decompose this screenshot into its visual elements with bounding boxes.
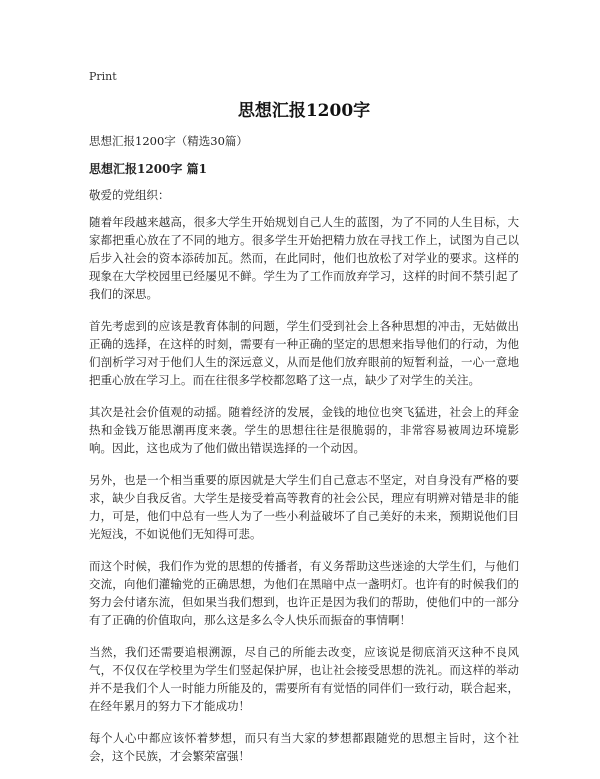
paragraph-1: 随着年段越来越高，很多大学生开始规划自己人生的蓝图，为了不同的人生目标，大家都把重心放在了不同的地方。很多学生开始把精力放在寻找工作上，试图为自己以后步入社会的资本添砖加瓦。然而，在此同时，他们也放松了对学业的要求。这样的现象在大学校园里已经屡见不鲜。学生为了工作而放弃学习，这样的时间不禁引起了我们的深思。 — [89, 215, 519, 301]
document-subtitle: 思想汇报1200字（精选30篇） — [89, 134, 248, 148]
paragraph-2: 首先考虑到的应该是教育体制的问题，学生们受到社会上各种思想的冲击，无姑做出正确的选择，在这样的时刻，需要有一种正确的坚定的思想来指导他们的行动，为他们剖析学习对于他们人生的深远意义，从而是他们放弃眼前的短暂利益，一心一意地把重心放在学习上。而在往很多学校都忽略了这一点，缺少了对学生的关注。 — [89, 319, 519, 387]
paragraph-7: 每个人心中都应该怀着梦想，而只有当大家的梦想都跟随党的思想主旨时，这个社会，这个民族，才会繁荣富强！ — [89, 731, 519, 763]
section-heading: 思想汇报1200字 篇1 — [89, 162, 207, 176]
paragraph-3: 其次是社会价值观的动摇。随着经济的发展，金钱的地位也突飞猛进，社会上的拜金热和金钱万能思潮再度来袭。学生的思想往往是很脆弱的，非常容易被周边环境影响。因此，这也成为了他们做出错误选择的一个动因。 — [89, 405, 519, 455]
print-link[interactable]: Print — [89, 70, 117, 83]
document-title: 思想汇报1200字 — [237, 101, 371, 121]
paragraph-4: 另外，也是一个相当重要的原因就是大学生们自己意志不坚定，对自身没有严格的要求，缺少自我反省。大学生是接受着高等教育的社会公民，理应有明辨对错是非的能力，可是，他们中总有一些人为了一些小利益破坏了自己美好的未来，预期说他们目光短浅，不如说他们无知得可悲。 — [89, 473, 519, 541]
greeting: 敬爱的党组织： — [89, 188, 170, 202]
paragraph-5: 而这个时候，我们作为党的思想的传播者，有义务帮助这些迷途的大学生们，与他们交流，向他们灌输党的正确思想，为他们在黑暗中点一盏明灯。也许有的时候我们的努力会付诸东流，但如果当我们想到，也许正是因为我们的帮助，使他们中的一部分有了正确的价值取向，那么这是多么令人快乐而振奋的事情啊！ — [89, 559, 519, 627]
paragraph-6: 当然，我们还需要追根溯源，尽自己的所能去改变，应该说是彻底消灭这种不良风气，不仅仅在学校里为学生们竖起保护屏，也让社会接受思想的洗礼。而这样的举动并不是我们个人一时能力所能及的，需要所有有觉悟的同伴们一致行动，联合起来，在经年累月的努力下才能成功！ — [89, 645, 519, 713]
document-page — [89, 70, 519, 779]
